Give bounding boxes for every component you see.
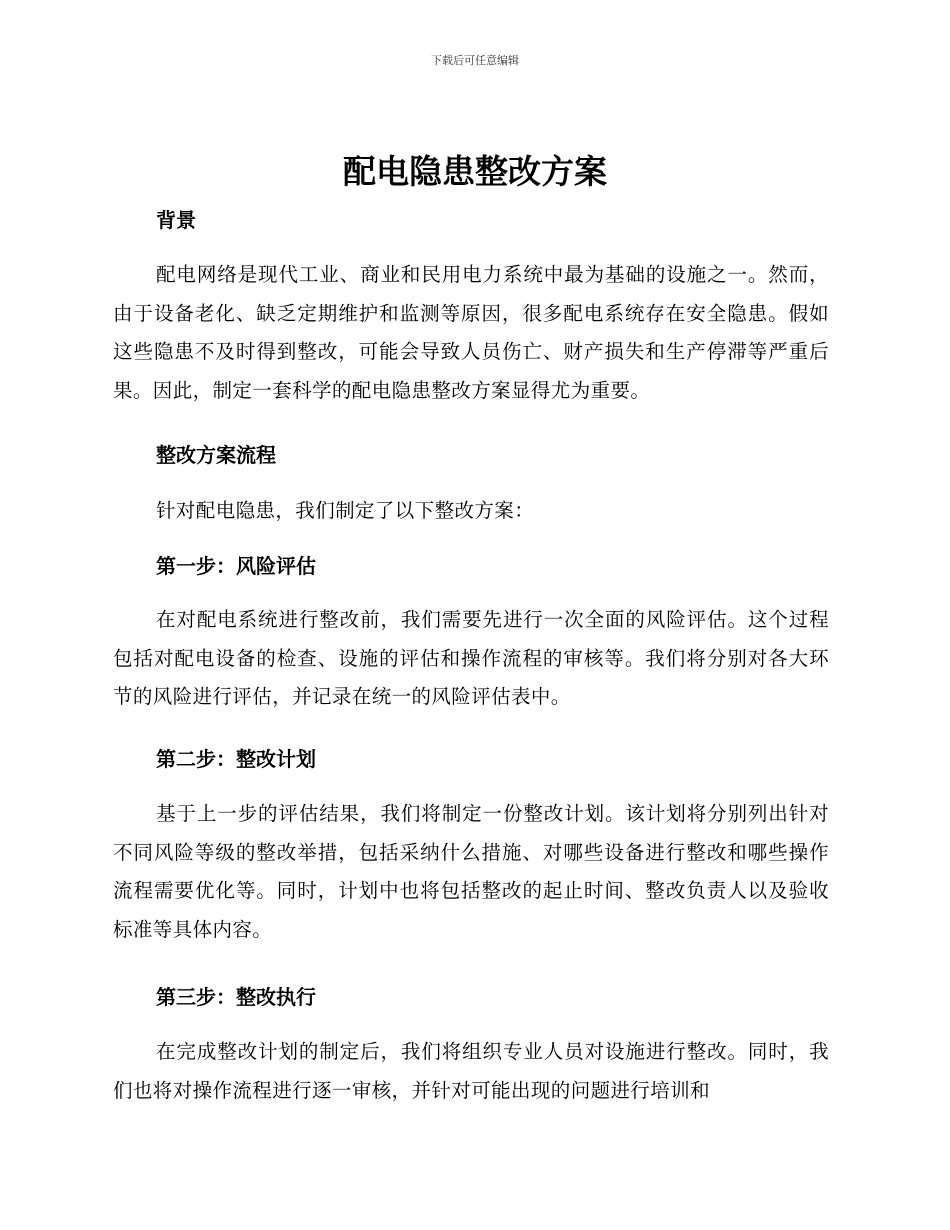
section-paragraph-process: 针对配电隐患，我们制定了以下整改方案： bbox=[156, 499, 535, 522]
section-heading-step-2: 第二步：整改计划 bbox=[156, 747, 316, 771]
section-paragraph-step-2: 基于上一步的评估结果，我们将制定一份整改计划。该计划将分别列出针对不同风险等级的整改举措，包括采纳什么措施、对哪些设备进行整改和哪些操作流程需要优化等。同时，计划中也将包括整改的起止时间、整改负责人以及验收标准等具体内容。 bbox=[113, 802, 829, 941]
section-paragraph-background: 配电网络是现代工业、商业和民用电力系统中最为基础的设施之一。然而，由于设备老化、缺乏定期维护和监测等原因，很多配电系统存在安全隐患。假如这些隐患不及时得到整改，可能会导致人员伤亡、财产损失和生产停滞等严重后果。因此，制定一套科学的配电隐患整改方案显得尤为重要。 bbox=[113, 263, 829, 402]
header-note: 下载后可任意编辑 bbox=[431, 54, 519, 67]
section-heading-step-3: 第三步：整改执行 bbox=[156, 985, 316, 1009]
section-heading-process: 整改方案流程 bbox=[156, 443, 276, 467]
section-paragraph-step-1: 在对配电系统进行整改前，我们需要先进行一次全面的风险评估。这个过程包括对配电设备的检查、设施的评估和操作流程的审核等。我们将分别对各大环节的风险进行评估，并记录在统一的风险评估表中。 bbox=[113, 608, 829, 708]
section-heading-step-1: 第一步：风险评估 bbox=[156, 554, 316, 578]
document-title: 配电隐患整改方案 bbox=[343, 152, 607, 191]
section-heading-background: 背景 bbox=[156, 208, 196, 232]
section-paragraph-step-3: 在完成整改计划的制定后，我们将组织专业人员对设施进行整改。同时，我们也将对操作流程进行逐一审核，并针对可能出现的问题进行培训和 bbox=[113, 1040, 829, 1102]
